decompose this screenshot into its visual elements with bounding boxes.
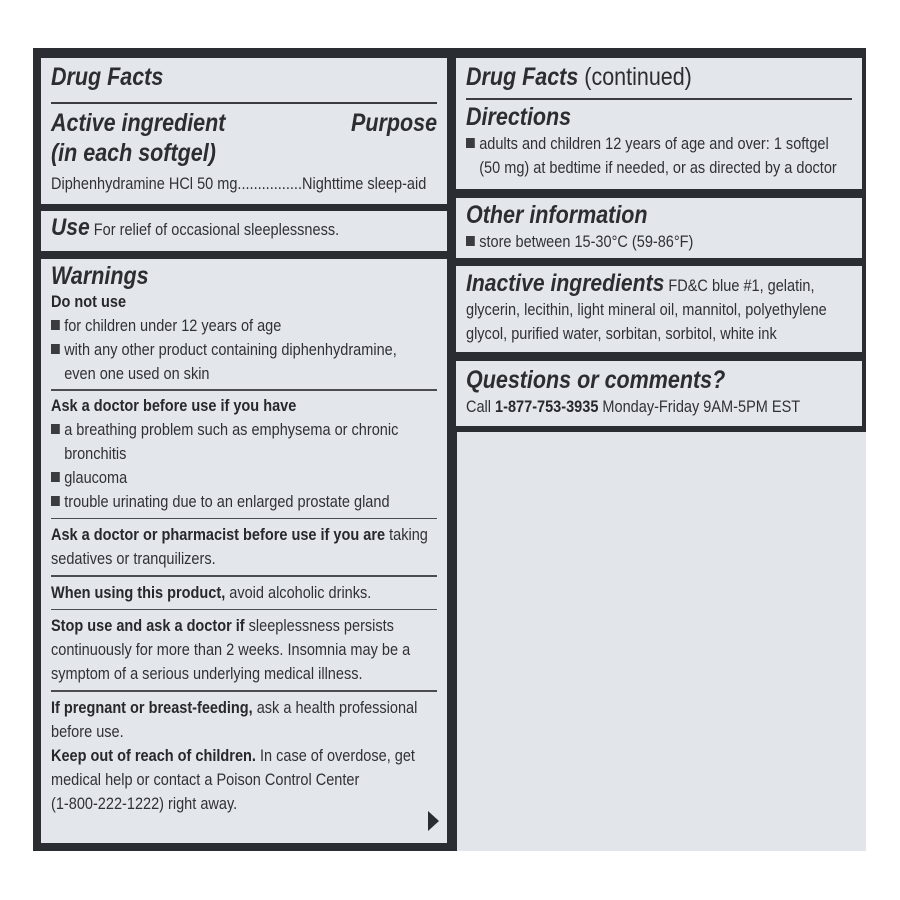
ask-pharmacist-cont: sedatives or tranquilizers. [51,550,216,568]
ingredient-purpose: Nighttime sleep-aid [301,175,427,193]
divider [51,102,437,104]
keep-out-text: Keep out of reach of children. In case of overdose, get [51,746,415,765]
warnings-box [41,259,447,843]
use-heading: Use [51,214,90,241]
questions-contact: Call 1-877-753-3935 Monday-Friday 9AM-5PM EST [466,398,801,416]
warning-item: for children under 12 years of age [51,314,391,338]
continue-arrow-icon [428,811,439,831]
stop-use-cont: symptom of a serious underlying medical illness. [51,665,363,683]
divider [466,98,852,100]
purpose-heading: Purpose [350,109,437,137]
keep-out-cont: (1-800-222-1222) right away. [51,794,238,813]
bullet-icon [51,496,60,506]
other-information-heading: Other information [466,201,648,229]
inactive-ingredients-cont: glycol, purified water, sorbitan, sorbitol, white ink [466,325,777,343]
warning-item-cont: even one used on skin [64,365,210,383]
inactive-ingredients-box [456,266,862,352]
ingredient-name: Diphenhydramine HCl 50 mg [51,175,238,193]
bullet-icon [51,320,60,330]
divider [51,690,437,692]
divider [51,389,437,391]
warning-item: glaucoma [51,466,391,490]
use-box [41,211,447,251]
warning-item: trouble urinating due to an enlarged prostate gland [51,490,391,514]
stop-use-text: Stop use and ask a doctor if sleeplessness persists [51,617,394,635]
active-ingredient-heading: Active ingredient [51,109,226,137]
inactive-ingredients-cont: glycerin, lecithin, light mineral oil, mannitol, polyethylene [466,301,827,319]
inactive-ingredients-text: FD&C blue #1, gelatin, [664,277,815,295]
ask-doctor-heading: Ask a doctor before use if you have [51,396,297,415]
phone-number: 1-877-753-3935 [495,398,599,416]
divider [51,609,437,611]
warning-item: with any other product containing diphenhydramine, [51,338,391,362]
bullet-icon [51,344,60,354]
active-ingredient-subheading: (in each softgel) [51,139,216,167]
ask-pharmacist-text: Ask a doctor or pharmacist before use if you are taking [51,526,428,544]
drug-facts-continued-title: Drug Facts (continued) [466,63,692,91]
divider [51,518,437,520]
other-information-item: store between 15-30°C (59-86°F) [466,230,806,254]
warning-item-cont: bronchitis [64,444,127,463]
bullet-icon [51,424,60,434]
bullet-icon [466,236,475,246]
stop-use-cont: continuously for more than 2 weeks. Insomnia may be a [51,641,411,659]
questions-box [456,361,862,426]
bullet-icon [51,472,60,482]
other-information-box [456,198,862,258]
directions-heading: Directions [466,103,572,131]
use-text: For relief of occasional sleeplessness. [93,221,340,239]
pregnant-cont: before use. [51,722,124,741]
inactive-ingredients-heading: Inactive ingredients [466,270,665,297]
when-using-text: When using this product, avoid alcoholic drinks. [51,583,372,602]
warning-item: a breathing problem such as emphysema or chronic [51,418,391,442]
active-ingredient-box [41,58,447,204]
warnings-heading: Warnings [51,262,149,290]
questions-heading: Questions or comments? [466,366,726,394]
directions-box [456,58,862,189]
keep-out-cont: medical help or contact a Poison Control Center [51,770,360,789]
drug-facts-title: Drug Facts [51,63,164,91]
blank-panel [457,432,866,851]
divider [51,575,437,577]
directions-item-cont: (50 mg) at bedtime if needed, or as directed by a doctor [479,159,837,177]
directions-item: adults and children 12 years of age and over: 1 softgel [466,132,806,156]
leader-dots: ................ [237,175,302,193]
ingredient-row [51,172,427,196]
do-not-use-heading: Do not use [51,293,127,311]
pregnant-text: If pregnant or breast-feeding, ask a health professional [51,698,418,717]
bullet-icon [466,138,475,148]
